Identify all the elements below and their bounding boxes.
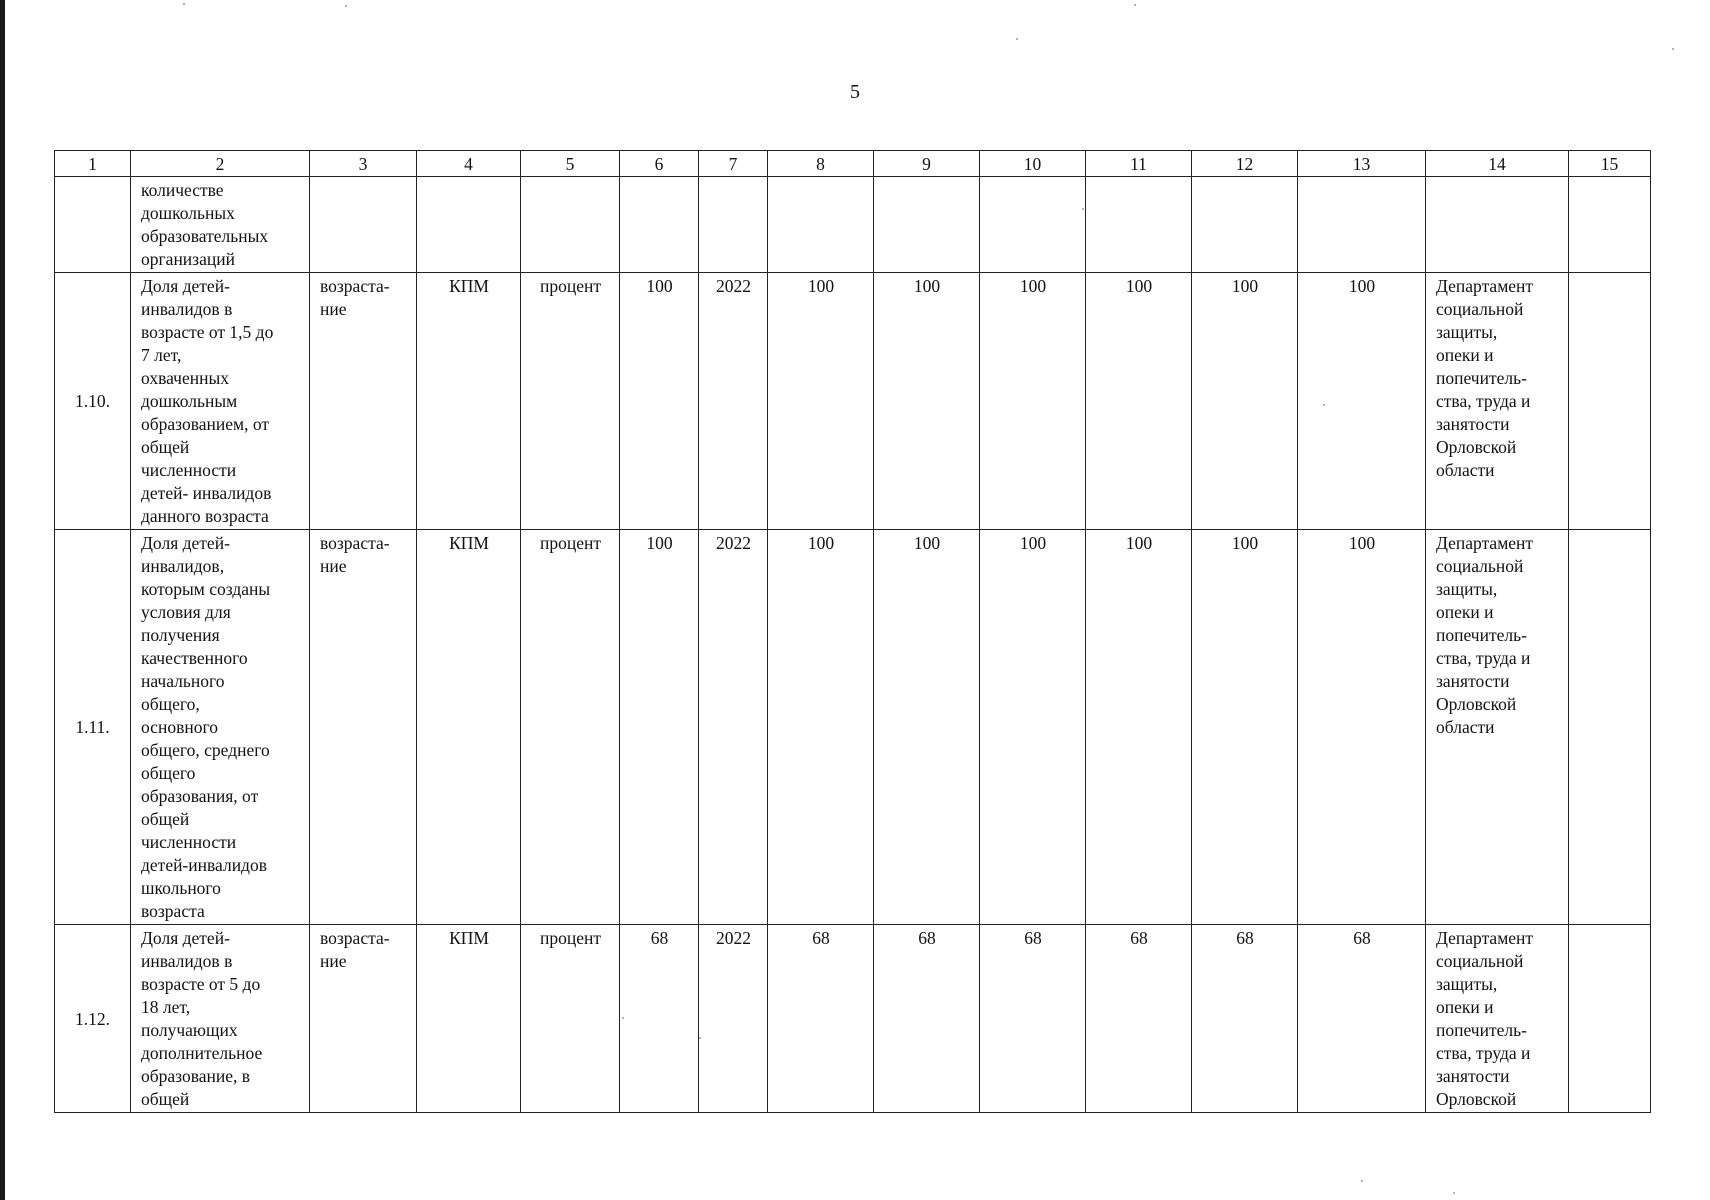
target-value: 100: [1298, 530, 1426, 925]
indicator-level: [417, 177, 521, 273]
responsible-executor: Департамент социальной защиты, опеки и попечитель- ства, труда и занятости Орловской области: [1426, 530, 1569, 925]
column-header: 9: [874, 151, 980, 177]
target-value: 100: [1192, 530, 1298, 925]
indicator-direction: возраста- ние: [310, 273, 417, 530]
target-value: 100: [1298, 273, 1426, 530]
responsible-executor: Департамент социальной защиты, опеки и попечитель- ства, труда и занятости Орловской: [1426, 925, 1569, 1113]
target-value: 100: [874, 530, 980, 925]
indicator-name: Доля детей- инвалидов в возрасте от 5 до 18 лет, получающих дополнительное образование, в общей: [131, 925, 310, 1113]
indicator-direction: возраста- ние: [310, 530, 417, 925]
target-value: 68: [1298, 925, 1426, 1113]
column-header: 12: [1192, 151, 1298, 177]
column-header: 4: [417, 151, 521, 177]
target-value: 100: [1086, 273, 1192, 530]
target-value: 100: [1192, 273, 1298, 530]
indicator-direction: [310, 177, 417, 273]
base-year: 2022: [699, 530, 768, 925]
target-value: 100: [768, 530, 874, 925]
target-value: 100: [768, 273, 874, 530]
table-row: [55, 530, 1651, 925]
target-value: [1086, 177, 1192, 273]
page-number: 5: [850, 81, 860, 103]
column-header: 6: [620, 151, 699, 177]
target-value: [980, 177, 1086, 273]
scan-speck: [1672, 48, 1674, 50]
scan-speck: [345, 5, 347, 7]
scan-speck: [622, 1017, 624, 1019]
indicator-name: количестве дошкольных образовательных организаций: [131, 177, 310, 273]
target-value: 68: [980, 925, 1086, 1113]
base-value: 68: [620, 925, 699, 1113]
row-number: 1.11.: [55, 530, 131, 925]
scan-speck: [1134, 4, 1136, 6]
scan-edge: [0, 0, 5, 1200]
row-number: [55, 177, 131, 273]
base-value: [620, 177, 699, 273]
indicator-level: КПМ: [417, 925, 521, 1113]
column-header: 14: [1426, 151, 1569, 177]
scan-speck: [699, 1037, 701, 1039]
column-15-cell: [1569, 177, 1651, 273]
column-number-row: [55, 151, 1651, 177]
row-number: 1.10.: [55, 273, 131, 530]
target-value: 68: [1086, 925, 1192, 1113]
column-header: 2: [131, 151, 310, 177]
responsible-executor: Департамент социальной защиты, опеки и попечитель- ства, труда и занятости Орловской области: [1426, 273, 1569, 530]
scan-speck: [1361, 1180, 1363, 1182]
unit-of-measure: процент: [521, 925, 620, 1113]
column-header: 13: [1298, 151, 1426, 177]
target-value: 68: [768, 925, 874, 1113]
scan-speck: [1323, 404, 1325, 406]
column-15-cell: [1569, 530, 1651, 925]
column-header: 8: [768, 151, 874, 177]
row-number: 1.12.: [55, 925, 131, 1113]
base-year: 2022: [699, 273, 768, 530]
indicator-name: Доля детей- инвалидов, которым созданы условия для получения качественного начального общего, основного общего, среднего общего образования, от общей численности детей-инвалидов школьного возраста: [131, 530, 310, 925]
indicator-name: Доля детей- инвалидов в возрасте от 1,5 до 7 лет, охваченных дошкольным образованием, от общей численности детей- инвалидов данного возраста: [131, 273, 310, 530]
base-year: 2022: [699, 925, 768, 1113]
target-value: 100: [980, 530, 1086, 925]
table-row: [55, 273, 1651, 530]
target-value: 68: [1192, 925, 1298, 1113]
column-15-cell: [1569, 925, 1651, 1113]
indicator-direction: возраста- ние: [310, 925, 417, 1113]
column-header: 1: [55, 151, 131, 177]
unit-of-measure: процент: [521, 273, 620, 530]
table-row: [55, 925, 1651, 1113]
base-year: [699, 177, 768, 273]
base-value: 100: [620, 273, 699, 530]
target-value: [768, 177, 874, 273]
target-value: 100: [874, 273, 980, 530]
column-15-cell: [1569, 273, 1651, 530]
indicator-level: КПМ: [417, 530, 521, 925]
column-header: 7: [699, 151, 768, 177]
base-value: 100: [620, 530, 699, 925]
scan-speck: [1453, 1192, 1455, 1194]
scan-speck: [1016, 38, 1018, 40]
column-header: 15: [1569, 151, 1651, 177]
column-header: 3: [310, 151, 417, 177]
target-value: [874, 177, 980, 273]
indicator-level: КПМ: [417, 273, 521, 530]
table-row: [55, 177, 1651, 273]
unit-of-measure: процент: [521, 530, 620, 925]
scan-speck: [1082, 208, 1084, 210]
column-header: 10: [980, 151, 1086, 177]
target-value: 100: [980, 273, 1086, 530]
column-header: 11: [1086, 151, 1192, 177]
indicator-table: [54, 150, 1651, 1113]
target-value: 100: [1086, 530, 1192, 925]
target-value: 68: [874, 925, 980, 1113]
target-value: [1192, 177, 1298, 273]
responsible-executor: [1426, 177, 1569, 273]
column-header: 5: [521, 151, 620, 177]
target-value: [1298, 177, 1426, 273]
scan-speck: [183, 3, 185, 5]
unit-of-measure: [521, 177, 620, 273]
